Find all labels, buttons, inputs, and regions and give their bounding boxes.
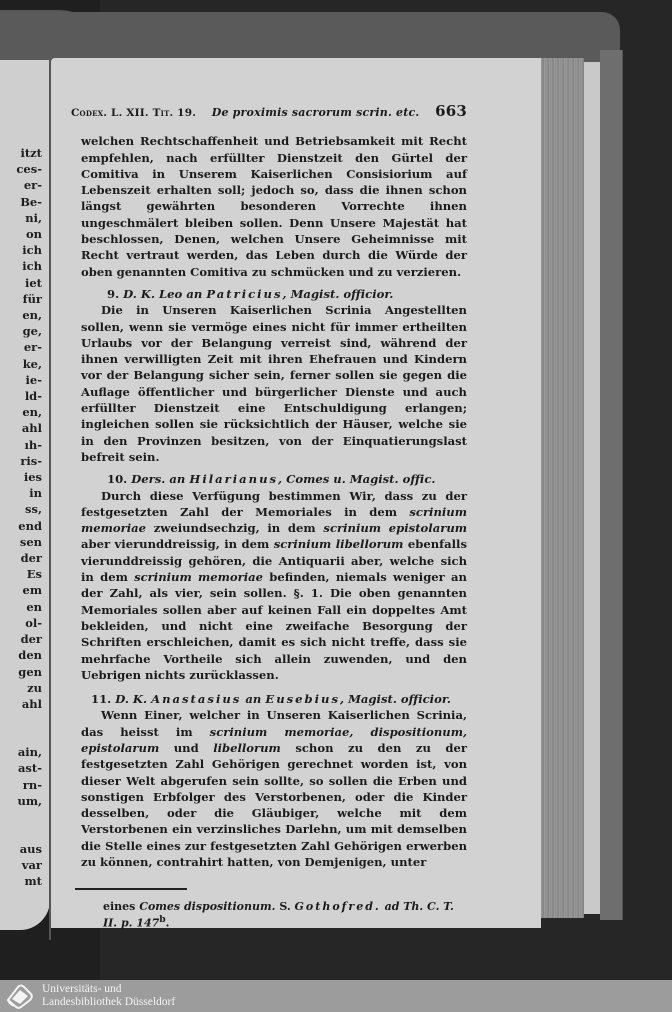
section-heading: 11. D. K. Anastasius an Eusebius, Magist. officior.: [91, 692, 451, 707]
left-page-line: [0, 825, 42, 841]
left-page-line: ies: [23, 470, 42, 485]
left-page-line: für: [22, 291, 42, 306]
section-11: [81, 691, 467, 870]
left-page-line: Be-: [20, 194, 42, 209]
left-page-line: [0, 809, 42, 825]
left-page-line: Es: [26, 567, 42, 582]
header-codex: Codex. L. XII. Tit. 19.: [71, 107, 197, 119]
right-page: [51, 58, 541, 931]
left-page-line: der: [20, 551, 42, 566]
left-page-line: on: [25, 227, 42, 242]
left-page-line: sen: [19, 534, 42, 549]
left-page-line: ast-: [17, 761, 42, 776]
left-page-line: en,: [22, 308, 42, 323]
left-page-line: ahl: [21, 421, 42, 436]
section-10: [81, 471, 467, 683]
section-9: [81, 286, 467, 465]
left-page-line: ke,: [22, 356, 42, 371]
left-page-line: var: [21, 858, 42, 873]
footnote: eines Comes dispositionum. S. Gothofred. ad Th. C. T. II. p. 147$^b$.: [103, 900, 454, 931]
left-page-line: end: [18, 518, 42, 533]
footnote-rule: [75, 888, 187, 890]
left-page-line: ie-: [25, 372, 42, 387]
left-page-line: rn-: [22, 777, 42, 792]
left-page-line: ain,: [17, 745, 42, 760]
left-page-line: itzt: [20, 146, 42, 160]
left-page-line: [0, 728, 42, 744]
left-page-line: ich: [22, 243, 42, 258]
left-page-line: aus: [19, 841, 42, 856]
left-page-line: en: [26, 599, 42, 614]
left-page-line: um,: [17, 793, 42, 808]
section-text: Wenn Einer, welcher in Unseren Kaiserlichen Scrinia, das heisst im scrinium memoriae, dispositionum, epistolarum und libellorum schon zu den zu der festgesetzten Zahl Gehörigen gerechnet worden ist, von dieser Welt abgerufen sein sollte, so sollen die Erben und sonstigen Erbfolger des Verstorbenen, oder die Kinder desselben, oder die Gläubiger, welche mit dem Verstorbenen ein verzinsliches Darlehn, um mit demselben die Stelle eines zur festgesetzten Zahl Gehörigen erwerben zu können, contrahirt hatten, von Demjenigen, unter: [81, 708, 467, 870]
page-content: [71, 102, 468, 931]
left-page-line: ss,: [25, 502, 42, 517]
left-page-line: er-: [23, 178, 42, 193]
left-page-line: ces-: [16, 162, 42, 177]
left-page-line: er-: [23, 340, 42, 355]
section-heading: 10. Ders. an Hilarianus, Comes u. Magist. offic.: [107, 472, 436, 487]
left-page-line: en,: [22, 405, 42, 420]
left-page-line: den: [18, 648, 42, 663]
intro-paragraph: welchen Rechtschaffenheit und Betriebsamkeit mit Recht empfehlen, nach erfüllter Dienstzeit den Gürtel der Comitiva in Unserem Kaiserlichen Consisiorium auf Lebenszeit erhalten soll; jedoch so, dass die ihnen schon längst gewährten besonderen Vorrechte ihnen ungeschmälert bleiben sollen. Denn Unsere Majestät hat beschlossen, Denen, welchen Unsere Geheimnisse mit Recht vertraut werden, das Leben durch die Würde der oben genannten Comitiva zu schmücken und zu verzieren.: [81, 134, 467, 279]
left-page-line: der: [20, 632, 42, 647]
running-header: [71, 103, 467, 121]
book-cover-right: [600, 50, 623, 920]
left-page-line: ich: [22, 259, 42, 274]
section-text: Die in Unseren Kaiserlichen Scrinia Angestellten sollen, wenn sie vermöge eines nicht für immer ertheilten Urlaubs vor der Belangung verreist sind, während der ihnen verwilligten Zeit mit ihren Ehefrauen und Kindern vor der Belangung sicher sein, ferner sollen sie gegen die Auflage öffentlicher und bürgerlicher Dienste und auch erfüllter Dienstzeit eine Entschuldigung erlangen; ingleichen sollen sie rücksichtlich der Häuser, welche sie in den Provinzen besitzen, von der Einquatierungslast befreit sein.: [81, 303, 467, 464]
left-page-line: mt: [24, 874, 42, 889]
section-heading: 9. D. K. Leo an Patricius, Magist. officior.: [107, 286, 394, 301]
left-page-line: ol-: [25, 615, 42, 630]
left-page-line: ge,: [22, 324, 42, 339]
left-page-line: ahl: [21, 696, 42, 711]
page-edge-highlight: [584, 62, 600, 914]
left-page: [0, 60, 50, 930]
left-page-line: gen: [18, 664, 42, 679]
page-number: 663: [435, 102, 467, 120]
left-page-line: ni,: [25, 210, 42, 225]
left-page-line: ld-: [24, 389, 42, 404]
left-page-text-fragments: [0, 145, 42, 890]
left-page-line: in: [29, 486, 42, 501]
header-title: De proximis sacrorum scrin. etc.: [211, 106, 420, 119]
left-page-line: ris-: [20, 453, 42, 468]
library-footer-bar: [0, 980, 672, 1012]
left-page-line: zu: [27, 680, 42, 695]
section-text: Durch diese Verfügung bestimmen Wir, dass zu der festgesetzten Zahl der Memoriales in dem scrinium memoriae zweiundsechzig, in dem scrinium epistolarum aber vierunddreissig, in dem scrinium libellorum ebenfalls vierunddreissig gehören, die Antiquarii aber, welche sich in dem scrinium memoriae befinden, niemals weniger an der Zahl, als vier, sein sollen. §. 1. Die oben genannten Memoriales sollen aber auf keinen Fall ein doppeltes Amt bekleiden, und nicht eine zweifache Besorgung der Schriften erschleichen, damit es sich nicht treffe, dass sie mehrfache Vortheile sich allein zuwenden, und den Uebrigen nichts zurücklassen.: [81, 488, 468, 682]
left-page-line: iet: [25, 275, 42, 290]
library-book-logo-icon[interactable]: [4, 983, 34, 1009]
left-page-line: [0, 712, 42, 728]
left-page-line: ıh-: [24, 437, 42, 452]
left-page-line: em: [22, 583, 42, 598]
page-edges: [540, 58, 584, 918]
library-name[interactable]: Universitäts- und Landesbibliothek Düsseldorf: [42, 983, 176, 1008]
